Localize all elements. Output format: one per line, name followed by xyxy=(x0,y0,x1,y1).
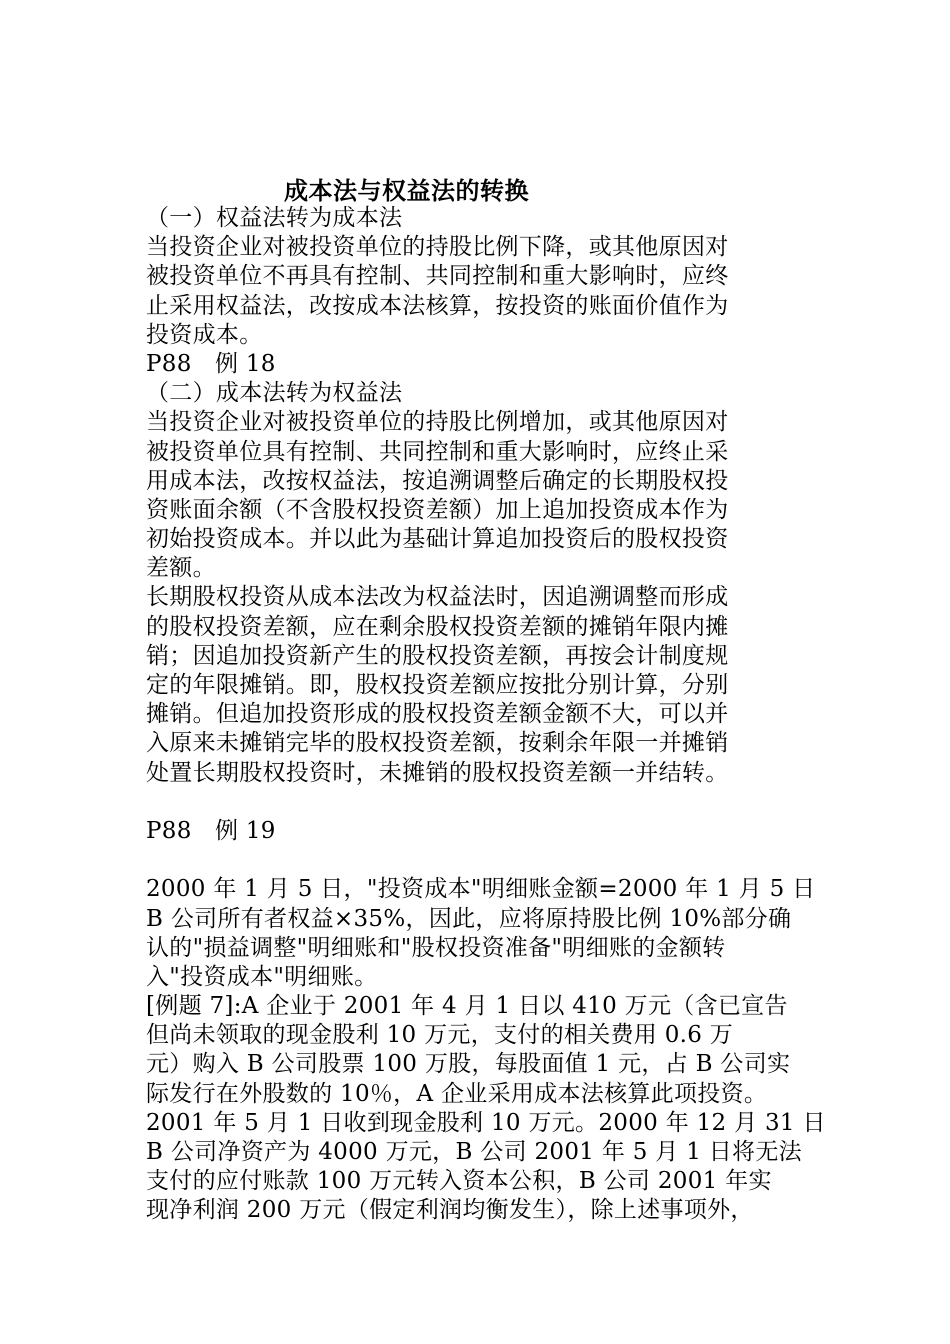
text-line: 当投资企业对被投资单位的持股比例增加，或其他原因对 xyxy=(146,409,729,436)
text-line: B 公司所有者权益×35%，因此，应将原持股比例 10%部分确 xyxy=(146,905,792,932)
text-line: 但尚未领取的现金股利 10 万元，支付的相关费用 0.6 万 xyxy=(146,1022,734,1049)
text-line: 止采用权益法，改按成本法核算，按投资的账面价值作为 xyxy=(146,292,729,319)
text-line: 当投资企业对被投资单位的持股比例下降，或其他原因对 xyxy=(146,234,729,261)
text-line: P88 例 18 xyxy=(146,350,276,377)
blank-line xyxy=(146,788,826,817)
text-line: 用成本法，改按权益法，按追溯调整后确定的长期股权投 xyxy=(146,467,729,494)
text-line: [例题 7]:A 企业于 2001 年 4 月 1 日以 410 万元（含已宣告 xyxy=(146,993,788,1020)
text-line: 被投资单位不再具有控制、共同控制和重大影响时，应终 xyxy=(146,263,729,290)
blank-line xyxy=(146,846,826,875)
text-line: 际发行在外股数的 10％，A 企业采用成本法核算此项投资。 xyxy=(146,1080,768,1107)
text-line: 长期股权投资从成本法改为权益法时，因追溯调整而形成 xyxy=(146,584,729,611)
text-line: 现净利润 200 万元（假定利润均衡发生），除上述事项外， xyxy=(146,1197,754,1224)
text-line: 摊销。但追加投资形成的股权投资差额金额不大，可以并 xyxy=(146,701,729,728)
text-line: 处置长期股权投资时，未摊销的股权投资差额一并结转。 xyxy=(146,759,729,786)
text-line: 定的年限摊销。即，股权投资差额应按批分别计算，分别 xyxy=(146,672,729,698)
text-line: 销；因追加投资新产生的股权投资差额，再按会计制度规 xyxy=(146,642,729,669)
text-line: （一）权益法转为成本法 xyxy=(146,205,403,231)
text-line: 被投资单位具有控制、共同控制和重大影响时，应终止采 xyxy=(146,438,729,465)
text-line: 资账面余额（不含股权投资差额）加上追加投资成本作为 xyxy=(146,496,729,523)
text-line: 入"投资成本"明细账。 xyxy=(146,963,378,990)
text-line: 2001 年 5 月 1 日收到现金股利 10 万元。2000 年 12 月 31 日 xyxy=(146,1109,826,1136)
document-body xyxy=(146,204,826,1226)
text-line: 的股权投资差额，应在剩余股权投资差额的摊销年限内摊 xyxy=(146,613,729,640)
text-line: B 公司净资产为 4000 万元，B 公司 2001 年 5 月 1 日将无法 xyxy=(146,1139,802,1165)
text-line: 元）购入 B 公司股票 100 万股，每股面值 1 元，占 B 公司实 xyxy=(146,1051,791,1078)
text-line: 认的"损益调整"明细账和"股权投资准备"明细账的金额转 xyxy=(146,934,726,961)
text-line: P88 例 19 xyxy=(146,817,276,844)
text-line: 入原来未摊销完毕的股权投资差额，按剩余年限一并摊销 xyxy=(146,730,729,757)
text-line: 2000 年 1 月 5 日，"投资成本"明细账金额=2000 年 1 月 5 日 xyxy=(146,876,816,903)
text-line: 初始投资成本。并以此为基础计算追加投资后的股权投资 xyxy=(146,526,729,553)
document-title: 成本法与权益法的转换 xyxy=(284,176,529,205)
text-line: 投资成本。 xyxy=(146,321,263,348)
text-line: （二）成本法转为权益法 xyxy=(146,380,403,407)
text-line: 支付的应付账款 100 万元转入资本公积，B 公司 2001 年实 xyxy=(146,1168,772,1195)
text-line: 差额。 xyxy=(146,555,216,582)
